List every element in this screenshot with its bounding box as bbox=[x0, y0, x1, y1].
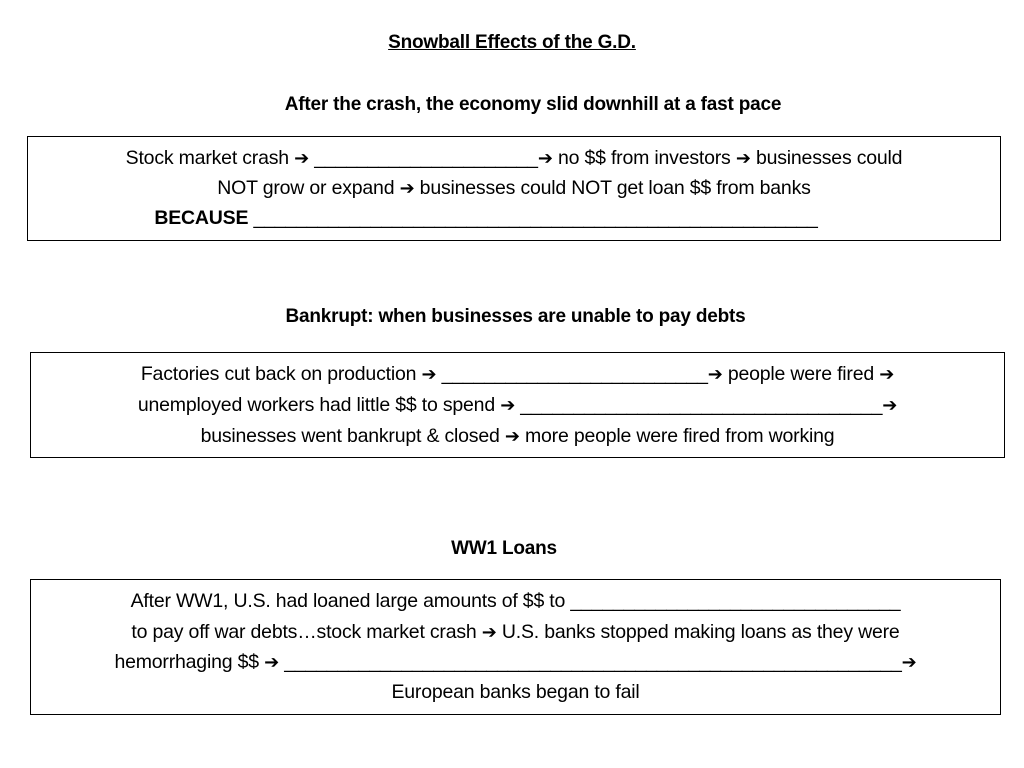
section1-box bbox=[27, 136, 1001, 241]
section2-heading: Bankrupt: when businesses are unable to pay debts bbox=[285, 306, 746, 327]
section1-blank-2[interactable]: _____________________________________________________ bbox=[253, 207, 818, 229]
section1-heading: After the crash, the economy slid downhill at a fast pace bbox=[284, 94, 782, 115]
section1-line1-text-c: businesses could bbox=[755, 147, 903, 169]
section3-blank-1[interactable]: _______________________________ bbox=[570, 590, 901, 612]
section2-line3-text-a: businesses went bankrupt & closed bbox=[200, 425, 500, 447]
section3-line3-text-a: hemorrhaging $$ bbox=[114, 651, 259, 673]
section2-line3-text-b: more people were fired from working bbox=[524, 425, 835, 447]
section1-line2-text-b: businesses could NOT get loan $$ from banks bbox=[419, 177, 811, 199]
section3-line4-text-a: European banks began to fail bbox=[391, 681, 640, 703]
section2-blank-1[interactable]: _________________________ bbox=[441, 363, 708, 385]
right-arrow-icon: ➔ bbox=[882, 395, 898, 416]
right-arrow-icon: ➔ bbox=[421, 364, 437, 385]
section2-blank-2[interactable]: __________________________________ bbox=[520, 394, 883, 416]
section3-line3 bbox=[31, 651, 1000, 674]
section3-line2-text-b: U.S. banks stopped making loans as they were bbox=[501, 621, 900, 643]
section2-line2-text-a: unemployed workers had little $$ to spend bbox=[137, 394, 495, 416]
section3-line1-text-a: After WW1, U.S. had loaned large amounts of $$ to bbox=[130, 590, 566, 612]
because-label: BECAUSE bbox=[154, 207, 249, 229]
page-title: Snowball Effects of the G.D. bbox=[388, 32, 636, 53]
right-arrow-icon: ➔ bbox=[500, 395, 516, 416]
section1-line1-text-a: Stock market crash bbox=[125, 147, 289, 169]
section2-line1-text-b: people were fired bbox=[727, 363, 875, 385]
right-arrow-icon: ➔ bbox=[707, 364, 723, 385]
section1-blank-1[interactable]: _____________________ bbox=[314, 147, 538, 169]
right-arrow-icon: ➔ bbox=[735, 148, 751, 169]
section2-line3 bbox=[31, 425, 1004, 448]
section2-line2 bbox=[31, 394, 1004, 417]
section3-line1 bbox=[31, 590, 1000, 613]
section3-line4 bbox=[31, 681, 1000, 704]
right-arrow-icon: ➔ bbox=[901, 652, 917, 673]
section1-line1 bbox=[28, 147, 1000, 170]
section1-line2-text-a: NOT grow or expand bbox=[217, 177, 395, 199]
section1-line1-text-b: no $$ from investors bbox=[557, 147, 731, 169]
section3-line2-text-a: to pay off war debts…stock market crash bbox=[131, 621, 477, 643]
right-arrow-icon: ➔ bbox=[504, 426, 520, 447]
section3-blank-2[interactable]: __________________________________________________________ bbox=[284, 651, 902, 673]
section3-line2 bbox=[31, 621, 1000, 644]
right-arrow-icon: ➔ bbox=[264, 652, 279, 673]
section1-line3 bbox=[28, 207, 944, 230]
section2-line1 bbox=[31, 363, 1004, 386]
section2-line1-text-a: Factories cut back on production bbox=[140, 363, 417, 385]
right-arrow-icon: ➔ bbox=[879, 364, 895, 385]
right-arrow-icon: ➔ bbox=[399, 178, 415, 199]
right-arrow-icon: ➔ bbox=[481, 622, 497, 643]
right-arrow-icon: ➔ bbox=[537, 148, 553, 169]
section3-box bbox=[30, 579, 1001, 715]
section3-heading: WW1 Loans bbox=[451, 538, 557, 559]
right-arrow-icon: ➔ bbox=[294, 148, 310, 169]
section2-box bbox=[30, 352, 1005, 458]
section1-line2 bbox=[28, 177, 1000, 200]
